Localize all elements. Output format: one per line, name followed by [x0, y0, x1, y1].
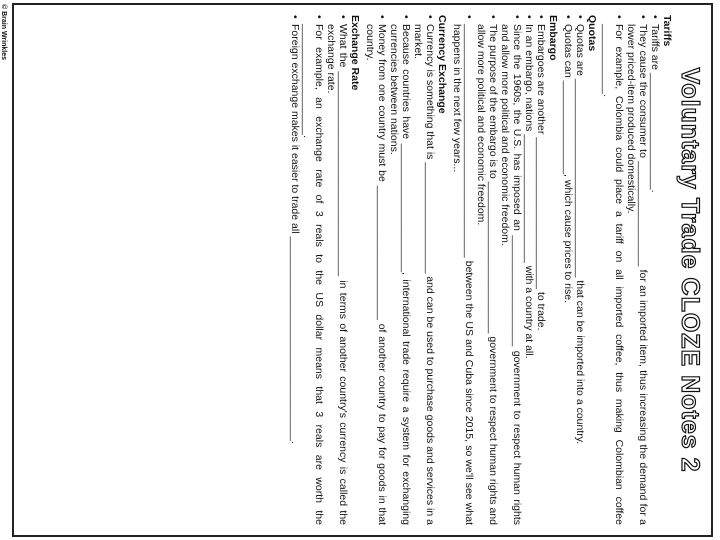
section-heading-embargo: Embargo	[547, 15, 559, 61]
currency-exchange-list	[364, 15, 436, 525]
worksheet-content	[12, 3, 713, 537]
worksheet-title: Voluntary Trade CLOZE Notes 2	[676, 67, 704, 473]
list-item: • Since the 1960s, the U.S. has imposed an ___________________ government to respect human rights and allow more political and economic freedom.	[499, 15, 523, 525]
list-item: • They cause the consumer to __________________ for an imported item, thus increasing the demand for a lower priced-item produced domestically.	[625, 15, 649, 525]
quotas-list	[562, 15, 586, 525]
list-item: • What the ___________________________________ in terms of another country's currency is called the exchange rate.	[325, 15, 349, 525]
list-item: • Quotas are __________________________________ that can be imported into a country.	[574, 15, 586, 525]
list-item: • For example, Colombia could place a tariff on all imported coffee, thus making Colombian coffee ____________.	[601, 15, 625, 525]
exchange-rate-list	[289, 15, 349, 525]
copyright-notice	[2, 0, 12, 540]
section-heading-quotas: Quotas	[586, 15, 598, 52]
list-item: • In an embargo, nations ______________________ with a country at all.	[523, 15, 535, 525]
list-item: • Because countries have ______________________, international trade require a system for exchanging currencies between nations.	[388, 15, 412, 525]
list-item: • Money from one country must be _______________________ of another country to pay for goods in that country.	[364, 15, 388, 525]
section-heading-currency-exchange: Currency Exchange	[436, 15, 448, 114]
list-item: • Foreign exchange makes it easier to trade all ___________________________________.	[289, 15, 301, 525]
list-item: • The purpose of the embargo is to __________________________ government to respect human rights and allow more political and economic freedom.	[475, 15, 499, 525]
list-item: • ________________________________________ between the US and Cuba since 2015, so we'll see what happens in the next few years...	[451, 15, 475, 525]
embargo-list	[451, 15, 547, 525]
list-item: • Quotas can ________________, which cause prices to rise.	[562, 15, 574, 525]
section-heading-exchange-rate: Exchange Rate	[349, 15, 361, 91]
copyright-text: © Brain Wrinkles	[0, 4, 7, 60]
list-item: • Tariffs are ____________________.	[649, 15, 661, 525]
list-item: • Currency is something that is ___________________ and can be used to purchase goods and services in a market.	[412, 15, 436, 525]
list-item: • Embargoes are another __________________________ to trade.	[535, 15, 547, 525]
tariffs-list	[601, 15, 661, 525]
section-heading-tariffs: Tariffs	[661, 15, 673, 47]
list-item: • For example, an exchange rate of 3 reals to the US dollar means that 3 reals are worth the ___________________.	[301, 15, 325, 525]
